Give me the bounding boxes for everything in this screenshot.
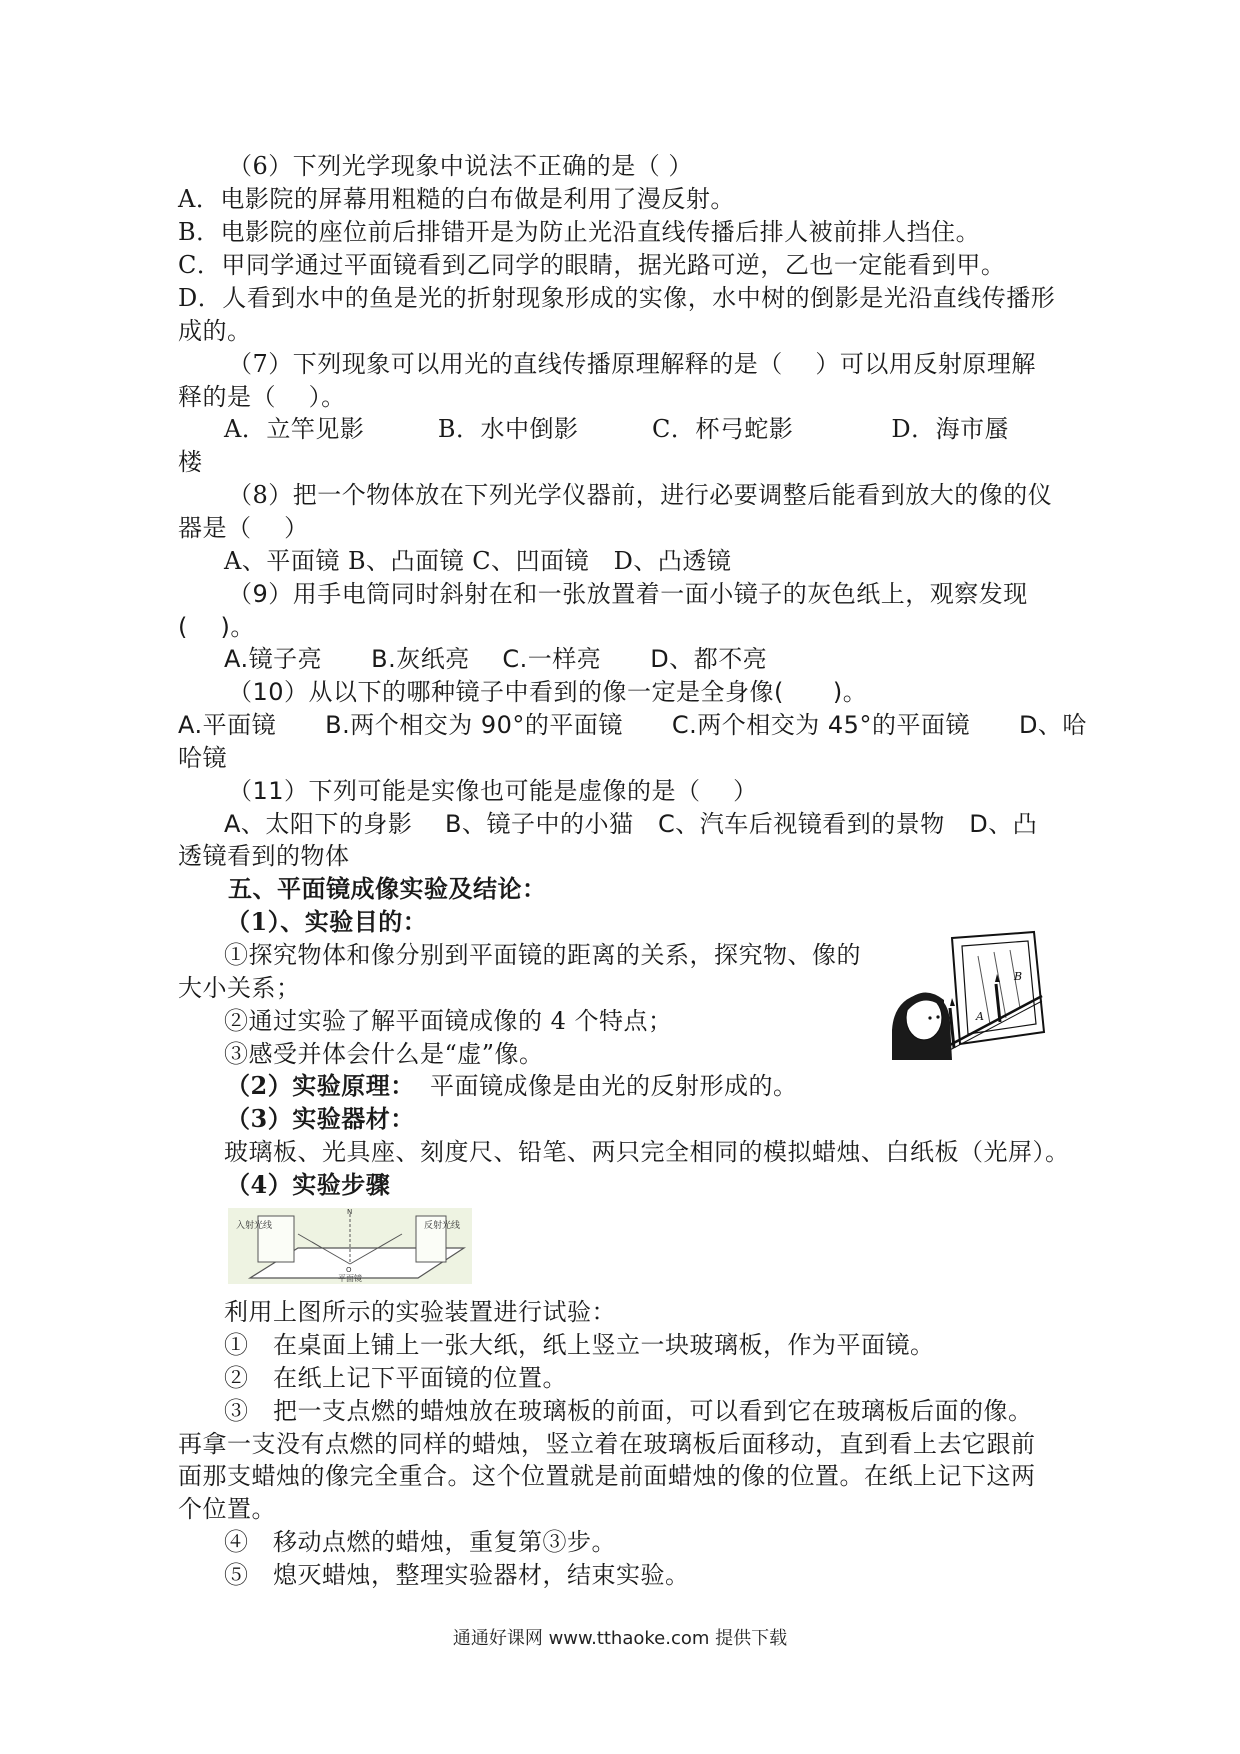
materials-text: 玻璃板、光具座、刻度尺、铅笔、两只完全相同的模拟蜡烛、白纸板（光屏）。	[224, 1138, 1070, 1166]
label-a: A	[976, 1010, 984, 1023]
options-10-cont: 哈镜	[178, 744, 227, 772]
subheading-steps: （4）实验步骤	[226, 1170, 391, 1199]
question-8-cont: 器是（ ）	[178, 514, 309, 542]
question-7: （7）下列现象可以用光的直线传播原理解释的是（ ）可以用反射原理解	[228, 350, 1036, 378]
purpose-1-cont: 大小关系；	[178, 974, 301, 1002]
options-11: A、太阳下的身影 B、镜子中的小猫 C、汽车后视镜看到的景物 D、凸	[224, 810, 1038, 838]
purpose-2: ②通过实验了解平面镜成像的 4 个特点；	[224, 1007, 673, 1035]
page-footer: 通通好课网 www.tthaoke.com 提供下载	[452, 1628, 788, 1649]
question-8: （8）把一个物体放在下列光学仪器前，进行必要调整后能看到放大的像的仪	[228, 481, 1053, 509]
options-11-cont: 透镜看到的物体	[178, 842, 350, 870]
step-3-cont-2: 面那支蜡烛的像完全重合。这个位置就是前面蜡烛的像的位置。在纸上记下这两	[178, 1462, 1036, 1490]
options-7: A．立竿见影 B．水中倒影 C．杯弓蛇影 D．海市蜃	[224, 415, 1010, 443]
option-6d: D．人看到水中的鱼是光的折射现象形成的实像，水中树的倒影是光沿直线传播形	[178, 284, 1056, 312]
question-7-cont: 释的是（ ）。	[178, 383, 346, 411]
plane-mirror-label: 平面镜	[338, 1274, 362, 1283]
step-4: ④ 移动点燃的蜡烛，重复第③步。	[224, 1528, 616, 1556]
question-11: （11）下列可能是实像也可能是虚像的是（ ）	[228, 777, 758, 805]
step-3-cont-3: 个位置。	[178, 1495, 276, 1523]
steps-intro: 利用上图所示的实验装置进行试验：	[224, 1298, 616, 1326]
reflected-ray-label: 反射光线	[424, 1221, 461, 1231]
question-10: （10）从以下的哪种镜子中看到的像一定是全身像( )。	[228, 678, 868, 706]
purpose-1: ①探究物体和像分别到平面镜的距离的关系，探究物、像的	[224, 941, 861, 969]
option-6d-cont: 成的。	[178, 317, 252, 345]
step-1: ① 在桌面上铺上一张大纸，纸上竖立一块玻璃板，作为平面镜。	[224, 1331, 935, 1359]
options-10: A.平面镜 B.两个相交为 90°的平面镜 C.两个相交为 45°的平面镜 D、哈	[178, 711, 1087, 739]
point-o-label: O	[346, 1266, 352, 1274]
step-5: ⑤ 熄灭蜡烛，整理实验器材，结束实验。	[224, 1561, 690, 1589]
purpose-3: ③感受并体会什么是“虚”像。	[224, 1040, 544, 1068]
question-6: （6）下列光学现象中说法不正确的是（ ）	[228, 152, 693, 180]
principle-text: 平面镜成像是由光的反射形成的。	[430, 1072, 798, 1100]
question-9-cont: ( )。	[178, 613, 255, 641]
incident-ray-label: 入射光线	[236, 1221, 273, 1231]
step-3-cont-1: 再拿一支没有点燃的同样的蜡烛，竖立着在玻璃板后面移动，直到看上去它跟前	[178, 1430, 1036, 1458]
step-3: ③ 把一支点燃的蜡烛放在玻璃板的前面，可以看到它在玻璃板后面的像。	[224, 1397, 1033, 1425]
question-9: （9）用手电筒同时斜射在和一张放置着一面小镜子的灰色纸上，观察发现	[228, 580, 1028, 608]
option-6a: A．电影院的屏幕用粗糙的白布做是利用了漫反射。	[178, 185, 735, 213]
subheading-purpose: （1）、实验目的：	[226, 907, 428, 936]
label-b: B	[1014, 970, 1023, 983]
options-7-cont: 楼	[178, 448, 203, 476]
option-6b: B．电影院的座位前后排错开是为防止光沿直线传播后排人被前排人挡住。	[178, 218, 981, 246]
options-9: A.镜子亮 B.灰纸亮 C.一样亮 D、都不亮	[224, 645, 768, 673]
option-6c: C．甲同学通过平面镜看到乙同学的眼睛，据光路可逆，乙也一定能看到甲。	[178, 251, 1006, 279]
subheading-materials: （3）实验器材：	[226, 1104, 415, 1133]
mirror-girl-figure	[890, 928, 1054, 1060]
section-5-heading: 五、平面镜成像实验及结论：	[228, 874, 547, 903]
normal-label: N	[347, 1208, 353, 1216]
options-8: A、平面镜 B、凸面镜 C、凹面镜 D、凸透镜	[224, 547, 732, 575]
subheading-principle: （2）实验原理：	[226, 1071, 415, 1100]
step-2: ② 在纸上记下平面镜的位置。	[224, 1364, 567, 1392]
reflection-setup-figure	[228, 1208, 472, 1284]
